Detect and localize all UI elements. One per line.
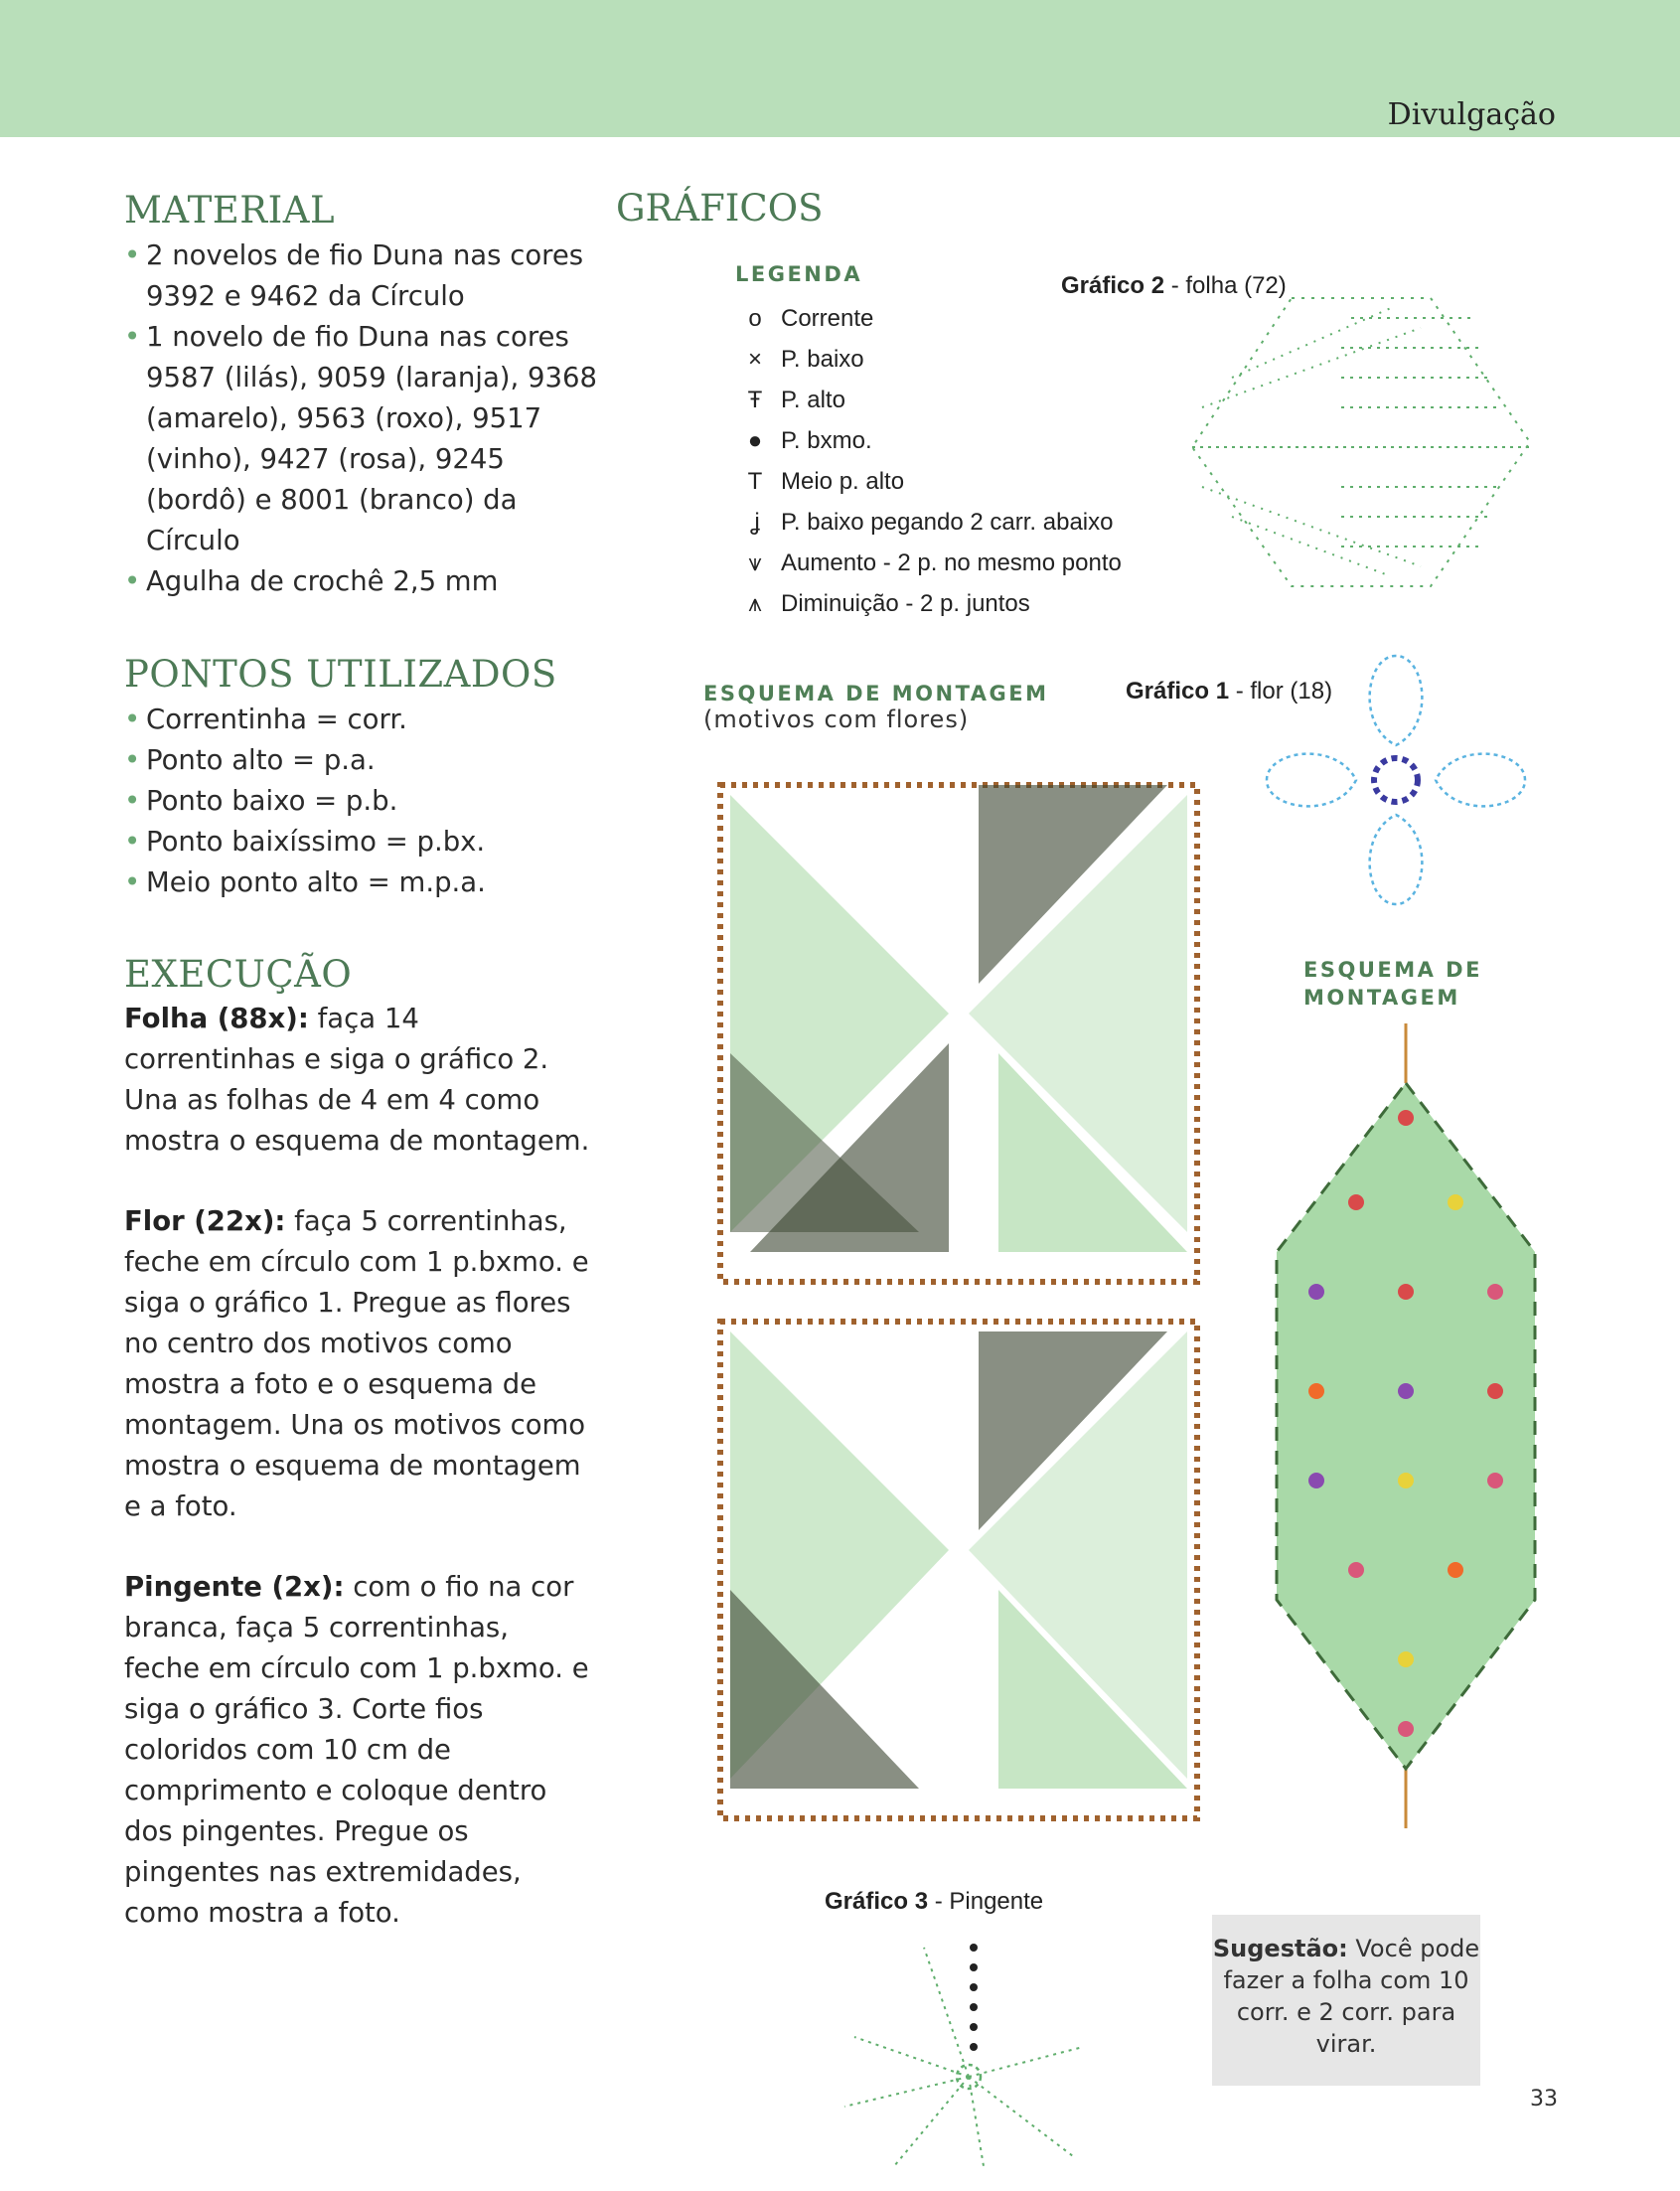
list-item: • 1 novelo de fio Duna nas cores 9587 (lilás), 9059 (laranja), 9368 (amarelo), 9563 (roxo), 9517 (vinho), 9427 (rosa), 9245 (bordô) e 8001 (branco) da Círculo bbox=[124, 317, 601, 561]
motif-bottom bbox=[720, 1322, 1197, 1818]
pontos-title: PONTOS UTILIZADOS bbox=[124, 653, 557, 696]
esquema2-line1: ESQUEMA DE bbox=[1303, 958, 1482, 982]
folha-label: Folha (88x): bbox=[124, 1003, 309, 1034]
sugestao-label: Sugestão: bbox=[1212, 1935, 1348, 1962]
list-item: • Correntinha = corr. bbox=[124, 700, 601, 740]
legend-label: P. bxmo. bbox=[781, 426, 872, 454]
pontos-list bbox=[124, 700, 601, 903]
sugestao-text: Você pode fazer a folha com 10 corr. e 2 corr. para virar. bbox=[1223, 1935, 1480, 2058]
folha-text: faça 14 correntinhas e siga o gráfico 2. Una as folhas de 4 em 4 como mostra o esquema de montagem. bbox=[124, 1003, 590, 1157]
grafico1-title: Gráfico 1 - flor (18) bbox=[1126, 678, 1333, 704]
legend-box bbox=[735, 262, 1122, 624]
pingente-text: com o fio na cor branca, faça 5 correntinhas, feche em círculo com 1 p.bxmo. e siga o gráfico 3. Corte fios coloridos com 10 cm de comprimento e coloque dentro dos pingentes. Pregue os pingentes nas extremidades, como mostra a foto. bbox=[124, 1571, 589, 1929]
legend-row bbox=[735, 420, 1122, 461]
motif-top bbox=[720, 785, 1197, 1282]
flor-paragraph bbox=[124, 1201, 591, 1527]
esquema1-title: ESQUEMA DE MONTAGEM bbox=[703, 682, 1049, 705]
legend-label: Corrente bbox=[781, 304, 874, 332]
pingente-label: Pingente (2x): bbox=[124, 1571, 345, 1603]
legend-row bbox=[735, 583, 1122, 624]
half-double-symbol-icon: T bbox=[747, 467, 763, 495]
photo-credit: Divulgação bbox=[1387, 97, 1556, 132]
grafico2-leaf-chart bbox=[1172, 288, 1540, 606]
sugestao-box bbox=[1212, 1915, 1480, 2086]
chain-symbol-icon: o bbox=[748, 304, 762, 332]
legend-label: P. baixo bbox=[781, 345, 864, 373]
list-item: • Ponto alto = p.a. bbox=[124, 740, 601, 781]
double-crochet-symbol-icon: Ŧ bbox=[747, 386, 763, 413]
grafico3-title: Gráfico 3 - Pingente bbox=[825, 1888, 1044, 1915]
pontos-section bbox=[124, 653, 601, 903]
pingente-paragraph bbox=[124, 1567, 591, 1934]
list-item: • Agulha de crochê 2,5 mm bbox=[124, 561, 601, 602]
increase-symbol-icon: ⩛ bbox=[748, 548, 762, 576]
legend-label: P. baixo pegando 2 carr. abaixo bbox=[781, 508, 1114, 536]
legend-row bbox=[735, 339, 1122, 380]
legend-title: LEGENDA bbox=[735, 262, 863, 286]
decrease-symbol-icon: ⩚ bbox=[748, 589, 762, 617]
material-title: MATERIAL bbox=[124, 189, 336, 232]
list-item: • 2 novelos de fio Duna nas cores 9392 e 9462 da Círculo bbox=[124, 235, 601, 317]
esquema1-subtitle: (motivos com flores) bbox=[703, 705, 970, 733]
legend-label: Diminuição - 2 p. juntos bbox=[781, 589, 1030, 617]
legend-row bbox=[735, 461, 1122, 502]
slip-stitch-symbol-icon: ● bbox=[747, 426, 763, 454]
flor-text: faça 5 correntinhas, feche em círculo com 1 p.bxmo. e siga o gráfico 1. Pregue as flores no centro dos motivos como mostra a foto e o esquema de montagem. Una os motivos como mostra o esquema de montagem e a foto. bbox=[124, 1205, 589, 1522]
legend-label: P. alto bbox=[781, 386, 845, 413]
grafico1-flower-chart bbox=[1247, 636, 1545, 924]
legend-label: Meio p. alto bbox=[781, 467, 905, 495]
flor-label: Flor (22x): bbox=[124, 1205, 286, 1237]
legend-row bbox=[735, 298, 1122, 339]
legend-row bbox=[735, 543, 1122, 583]
esquema1-heading bbox=[703, 682, 1049, 733]
folha-paragraph bbox=[124, 999, 591, 1162]
esquema2-line2: MONTAGEM bbox=[1303, 986, 1460, 1010]
execucao-section bbox=[124, 954, 591, 1973]
graficos-title: GRÁFICOS bbox=[616, 187, 824, 230]
single-crochet-symbol-icon: × bbox=[747, 345, 762, 373]
page-number: 33 bbox=[1530, 2087, 1558, 2112]
leaf-stitches bbox=[1192, 298, 1530, 586]
spike-stitch-symbol-icon: ʝ bbox=[750, 508, 760, 536]
esquema2-heading bbox=[1303, 956, 1482, 1012]
legend-label: Aumento - 2 p. no mesmo ponto bbox=[781, 548, 1122, 576]
list-item: • Meio ponto alto = m.p.a. bbox=[124, 862, 601, 903]
execucao-title: EXECUÇÃO bbox=[124, 953, 353, 996]
esquema2-runner-diagram bbox=[1267, 1014, 1545, 1838]
list-item: • Ponto baixo = p.b. bbox=[124, 781, 601, 822]
list-item: • Ponto baixíssimo = p.bx. bbox=[124, 822, 601, 862]
legend-row bbox=[735, 380, 1122, 420]
esquema1-motif-diagram bbox=[690, 755, 1237, 1838]
grafico3-pendant-chart bbox=[825, 1928, 1113, 2176]
grafico2-title: Gráfico 2 - folha (72) bbox=[1061, 272, 1287, 299]
material-list bbox=[124, 235, 601, 602]
legend-row bbox=[735, 502, 1122, 543]
material-section bbox=[124, 189, 601, 602]
